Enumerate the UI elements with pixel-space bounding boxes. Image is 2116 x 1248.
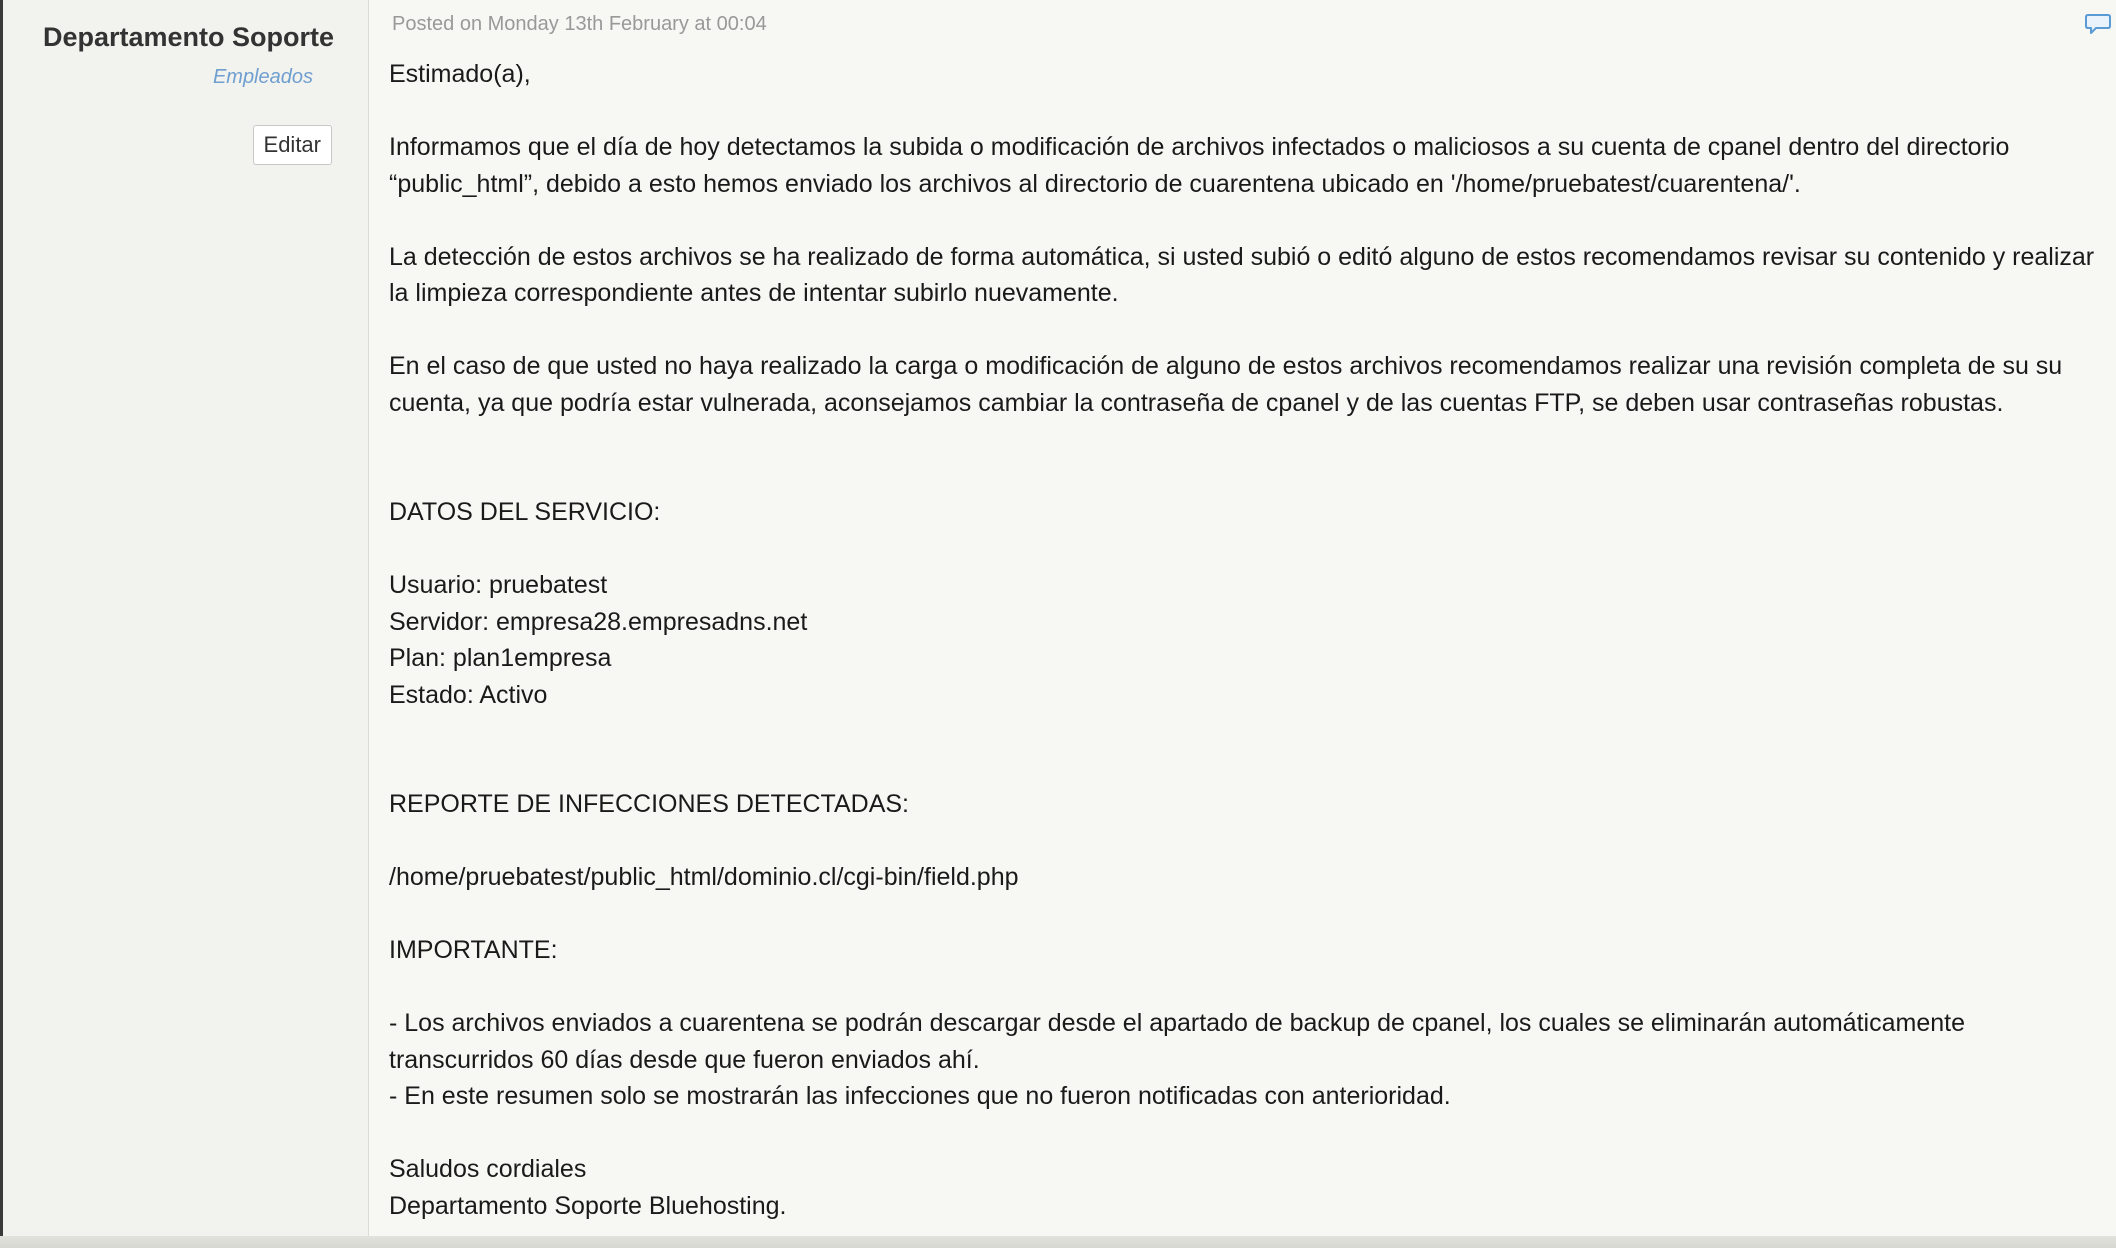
service-status: Estado: Activo [389, 680, 548, 709]
message-paragraph: La detección de estos archivos se ha realizado de forma automática, si usted subió o editó alguno de estos recomendamos revisar su contenido y realizar la limpieza correspondiente antes de intentar subirlo nuevamente. [389, 242, 2095, 307]
important-heading: IMPORTANTE: [389, 936, 558, 964]
closing-line: Saludos cordiales [389, 1155, 587, 1183]
message-paragraph: Informamos que el día de hoy detectamos la subida o modificación de archivos infectados o maliciosos a su cuenta de cpanel dentro del directorio “public_html”, debido a esto hemos enviado los archivos al directorio de cuarentena ubicado en '/home/pruebatest/cuarentena/'. [389, 133, 2010, 198]
author-role-link[interactable]: Empleados [212, 66, 313, 88]
post-content [369, 0, 2116, 1240]
message-greeting: Estimado(a), [389, 60, 531, 88]
author-name: Departamento Soporte [42, 22, 334, 52]
service-server: Servidor: empresa28.empresadns.net [389, 607, 808, 636]
message-body [389, 56, 2109, 1224]
service-plan: Plan: plan1empresa [389, 644, 612, 672]
important-note: - En este resumen solo se mostrarán las infecciones que no fueron notificadas con anterioridad. [389, 1082, 1451, 1110]
author-sidebar [3, 0, 369, 1240]
service-heading: DATOS DEL SERVICIO: [389, 498, 661, 526]
edit-button[interactable]: Editar [253, 125, 332, 165]
bottom-divider [0, 1236, 2116, 1248]
report-heading: REPORTE DE INFECCIONES DETECTADAS: [389, 790, 909, 818]
post-timestamp: Posted on Monday 13th February at 00:04 [392, 13, 767, 35]
service-user: Usuario: pruebatest [389, 571, 608, 599]
message-paragraph: En el caso de que usted no haya realizado la carga o modificación de alguno de estos archivos recomendamos realizar una revisión completa de su su cuenta, ya que podría estar vulnerada, aconsejamos cambiar la contraseña de cpanel y de las cuentas FTP, se deben usar contraseñas robustas. [389, 352, 2063, 417]
signature: Departamento Soporte Bluehosting. [389, 1191, 787, 1220]
speech-bubble-icon[interactable] [2084, 10, 2112, 38]
important-note: - Los archivos enviados a cuarentena se podrán descargar desde el apartado de backup de cpanel, los cuales se eliminarán automáticamente transcurridos 60 días desde que fueron enviados ahí. [389, 1009, 1965, 1074]
infected-file-path: /home/pruebatest/public_html/dominio.cl/cgi-bin/field.php [389, 863, 1019, 891]
